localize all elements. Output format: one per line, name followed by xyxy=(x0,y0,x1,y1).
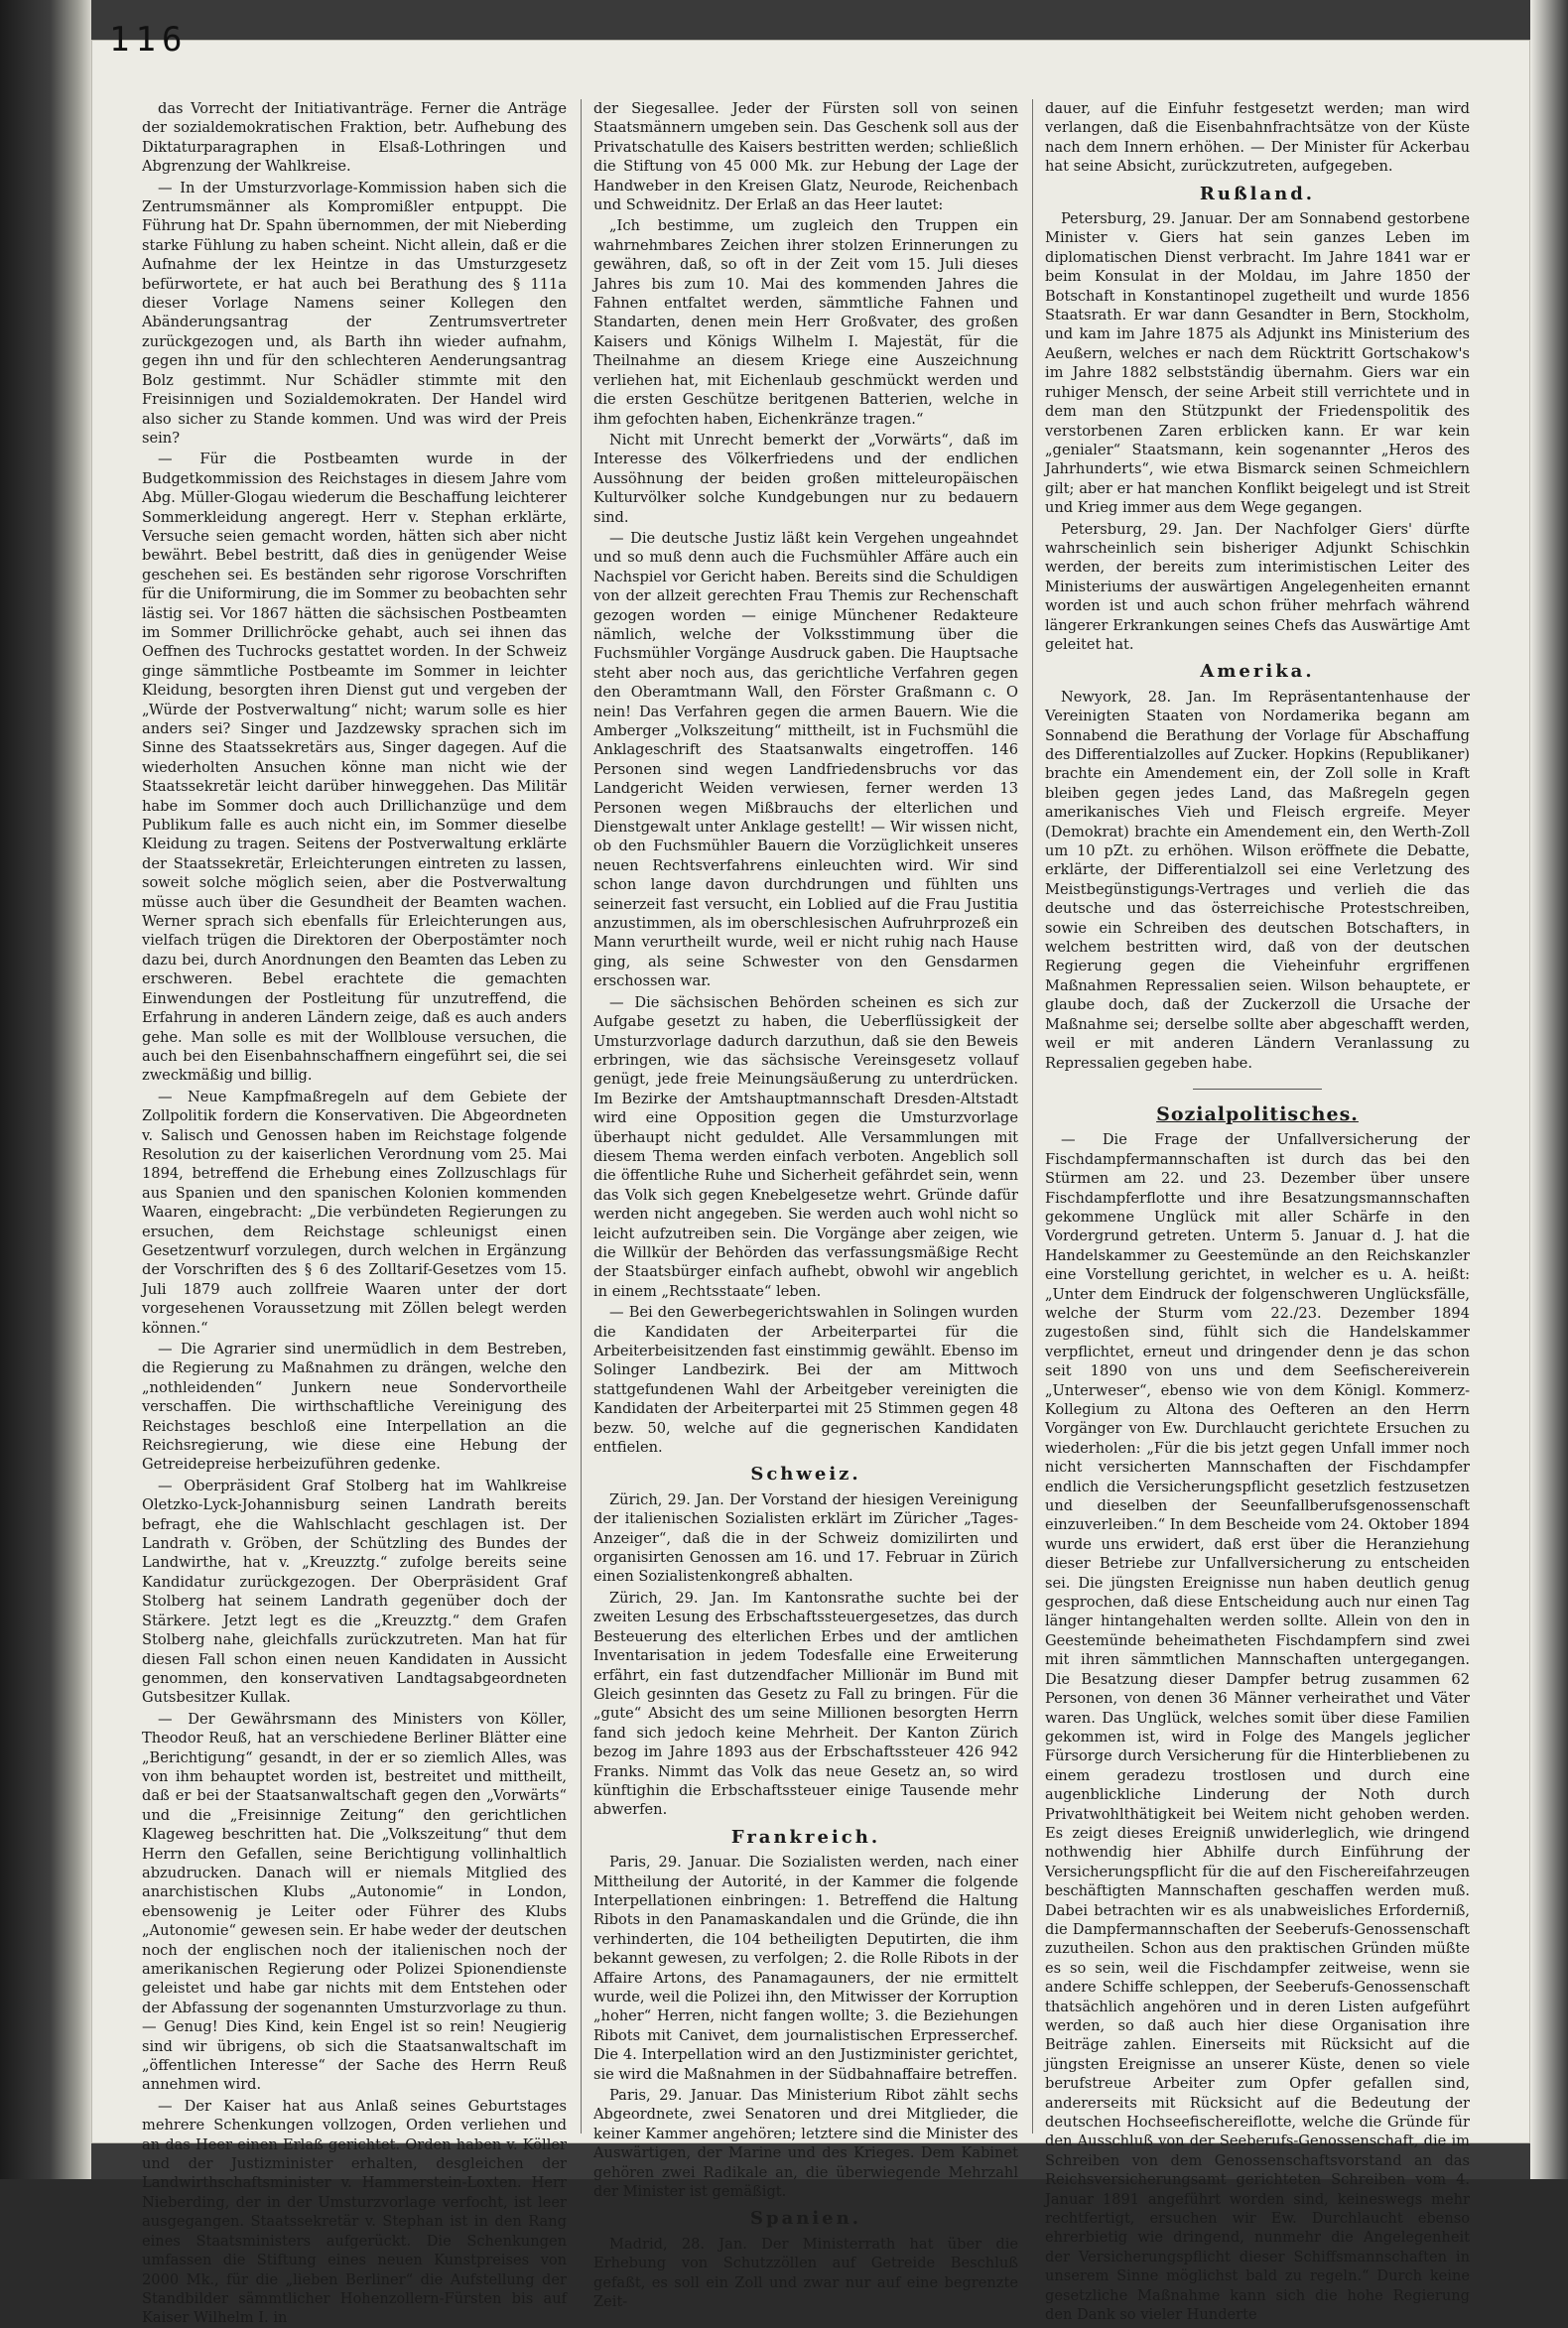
article-paragraph: — Bei den Gewerbegerichtswahlen in Solingen wurden die Kandidaten der Arbeiterpartei für die Arbeiterbeisitzenden fast einstimmig gewählt. Ebenso im Solinger Landbezirk. Bei der am Mittwoch stattgefundenen Wahl der Arbeitgeber vereinigten die Kandidaten der Arbeiterpartei mit 25 Stimmen gegen 48 bezw. 50, welche auf die gegnerischen Kandidaten entfielen. xyxy=(593,1304,1018,1457)
section-divider xyxy=(1193,1089,1322,1090)
article-paragraph: — Der Gewährsmann des Ministers von Köller, Theodor Reuß, hat an verschiedene Berliner Blätter eine „Berichtigung“ gesandt, in der er so ziemlich Alles, was von ihm behauptet worden ist, bestreitet und mittheilt, daß er bei der Staatsanwaltschaft gegen den „Vorwärts“ und die „Freisinnige Zeitung“ den gerichtlichen Klageweg beschritten hat. Die „Volkszeitung“ thut dem Herrn den Gefallen, seine Berichtigung vollinhaltlich abzudrucken. Danach will er niemals Mitglied des anarchistischen Klubs „Autonomie“ in London, ebensowenig je Leiter oder Führer des Klubs „Autonomie“ gewesen sein. Er habe weder der deutschen noch der englischen noch der italienischen noch der amerikanischen Regierung oder Polizei Spionendienste geleistet und habe gar nichts mit dem Entstehen oder der Abfassung der sogenannten Umsturzvorlage zu thun. — Genug! Dies Kind, kein Engel ist so rein! Neugierig sind wir übrigens, ob sich die Staatsanwaltschaft im „öffentlichen Interesse“ der Sache des Herrn Reuß annehmen wird. xyxy=(142,1710,567,2094)
section-heading: Schweiz. xyxy=(750,1464,861,1486)
article-paragraph: Petersburg, 29. Jan. Der Nachfolger Giers' dürfte wahrscheinlich sein bisheriger Adjunkt Schischkin werden, der bereits zum interimistischen Leiter des Ministeriums der auswärtigen Angelegenheiten ernannt worden ist und auch schon früher mehrfach während längerer Erkrankungen seines Chefs das Auswärtige Amt geleitet hat. xyxy=(1045,520,1470,653)
section-heading: Sozialpolitisches. xyxy=(1156,1102,1359,1125)
article-paragraph: — Die sächsischen Behörden scheinen es sich zur Aufgabe gesetzt zu haben, die Ueberflüssigkeit der Umsturzvorlage dadurch darzuthun, daß sie den Beweis erbringen, wie das sächsische Vereinsgesetz vollauf genügt, jede freie Meinungsäußerung zu unterdrücken. Im Bezirke der Amtshauptmannschaft Dresden-Altstadt wird eine Opposition gegen die Umsturzvorlage überhaupt nicht geduldet. Alle Versammlungen mit diesem Thema werden einfach verboten. Angeblich soll die öffentliche Ruhe und Sicherheit gefährdet sein, wenn das Volk sich gegen Knebelgesetze wehrt. Gründe dafür werden nicht angegeben. Sie werden auch wohl nicht so leicht aufzutreiben sein. Die Vorgänge aber zeigen, wie die Willkür der Behörden das verfassungsmäßige Recht der Staatsbürger einfach aufhebt, obwohl wir angeblich in einem „Rechtsstaate“ leben. xyxy=(593,993,1018,1300)
column-1 xyxy=(142,99,567,2327)
column-3 xyxy=(1045,99,1470,2324)
article-paragraph: Zürich, 29. Jan. Der Vorstand der hiesigen Vereinigung der italienischen Sozialisten erklärt im Züricher „Tages-Anzeiger“, daß die in der Schweiz domizilirten und organisirten Genossen am 16. und 17. Februar in Zürich einen Sozialistenkongreß abhalten. xyxy=(593,1490,1018,1586)
article-paragraph: Petersburg, 29. Januar. Der am Sonnabend gestorbene Minister v. Giers hat sein ganzes Leben im diplomatischen Dienst verbracht. Im Jahre 1841 war er beim Konsulat in der Moldau, im Jahre 1850 der Botschaft in Konstantinopel zugetheilt und wurde 1856 Staatsrath. Er war dann Gesandter in Bern, Stockholm, und kam im Jahre 1875 als Adjunkt ins Ministerium des Aeußern, welches er nach dem Rücktritt Gortschakow's im Jahre 1882 selbstständig übernahm. Giers war ein ruhiger Mensch, der seine Arbeit still verrichtete und in dem man den Stützpunkt der Friedenspolitik des verstorbenen Zaren erblicken kann. Er war kein „genialer“ Staatsmann, kein sogenannter „Heros des Jahrhunderts“, wie etwa Bismarck seinen Schmeichlern gilt; aber er hat manchen Konflikt beigelegt und ist Streit und Krieg immer aus dem Wege gegangen. xyxy=(1045,210,1470,517)
article-paragraph: — Für die Postbeamten wurde in der Budgetkommission des Reichstages in diesem Jahre vom Abg. Müller-Glogau wiederum die Beschaffung leichterer Sommerkleidung angeregt. Herr v. Stephan erklärte, Versuche seien gemacht worden, hätten sich aber nicht bewährt. Bebel bestritt, daß dies in genügender Weise geschehen sei. Es beständen sehr rigorose Vorschriften für die Uniformirung, die im Sommer zu beobachten sehr lästig sei. Vor 1867 hätten die sächsischen Postbeamten im Sommer Drillichröcke gehabt, auch sei ihnen das Oeffnen des Tuchrocks gestattet worden. In der Schweiz ginge sämmtliche Postbeamte im Sommer in leichter Kleidung, besorgten ihren Dienst gut und vergeben der „Würde der Postverwaltung“ nicht; warum solle es hier anders sei? Singer und Jazdzewsky sprachen sich im Sinne des Staatssekretärs aus, Singer dagegen. Auf die wiederholten Ansuchen könne man nicht wie der Staatssekretär leicht darüber hinweggehen. Das Militär habe im Sommer doch auch Drillichanzüge und dem Publikum falle es auch nicht ein, im Sommer dieselbe Kleidung zu tragen. Seitens der Postverwaltung erklärte der Staatssekretär, Erleichterungen eintreten zu lassen, soweit solche möglich seien, aber die Postverwaltung müsse auch über die Gesundheit der Beamten wachen. Werner sprach sich ebenfalls für Erleichterungen aus, vielfach trügen die Direktoren der Oberpostämter noch dazu bei, durch Anordnungen den Beamten das Leben zu erschweren. Bebel erachtete die gemachten Einwendungen der Postleitung für unzutreffend, die Erfahrung in anderen Ländern zeige, daß es auch anders gehe. Man solle es mit der Wollblouse versuchen, die auch bei den Eisenbahnschaffnern eingeführt sei, die sei zweckmäßig und billig. xyxy=(142,451,567,1085)
section-heading: Frankreich. xyxy=(730,1826,881,1848)
article-paragraph: — Neue Kampfmaßregeln auf dem Gebiete der Zollpolitik fordern die Konservativen. Die Abgeordneten v. Salisch und Genossen haben im Reichstage folgende Resolution zu der kaiserlichen Verordnung vom 25. Mai 1894, betreffend die Erhebung eines Zollzuschlags für aus Spanien und den spanischen Kolonien kommenden Waaren, eingebracht: „Die verbündeten Regierungen zu ersuchen, dem Reichstage schleunigst einen Gesetzentwurf vorzulegen, durch welchen in Ergänzung der Vorschriften des § 6 des Zolltarif-Gesetzes vom 15. Juli 1879 auch zollfreie Waaren unter der dort vorgesehenen Voraussetzung mit Zöllen belegt werden können.“ xyxy=(142,1088,567,1337)
article-paragraph: dauer, auf die Einfuhr festgesetzt werden; man wird verlangen, daß die Eisenbahnfrachtsätze von der Küste nach dem Innern erhöhen. — Der Minister für Ackerbau hat seine Absicht, zurückzutreten, aufgegeben. xyxy=(1045,100,1470,176)
article-paragraph: „Ich bestimme, um zugleich den Truppen ein wahrnehmbares Zeichen ihrer stolzen Erinnerungen zu gewähren, daß, so oft in der Zeit vom 15. Juli dieses Jahres bis zum 10. Mai des kommenden Jahres die Fahnen entfaltet werden, sämmtliche Fahnen und Standarten, denen mein Herr Großvater, des großen Kaisers und Königs Wilhelm I. Majestät, für die Theilnahme an diesem Kriege eine Auszeichnung verliehen hat, mit Eichenlaub geschmückt werden und die ersten Geschütze beritgenen Batterien, welche in ihm gefochten haben, Eichenkränze tragen.“ xyxy=(593,217,1018,428)
article-paragraph: Madrid, 28. Jan. Der Ministerrath hat über die Erhebung von Schutzzöllen auf Getreide Beschluß gefaßt, es soll ein Zoll und zwar nur auf eine begrenzte Zeit- xyxy=(593,2235,1018,2311)
column-2 xyxy=(593,99,1018,2311)
article-paragraph: der Siegesallee. Jeder der Fürsten soll von seinen Staatsmännern umgeben sein. Das Geschenk soll aus der Privatschatulle des Kaisers bestritten werden; schließlich die Stiftung von 45 000 Mk. zur Hebung der Lage der Handweber in den Kreisen Glatz, Neurode, Reichenbach und Schweidnitz. Der Erlaß an das Heer lautet: xyxy=(593,100,1018,214)
section-heading: Amerika. xyxy=(1200,661,1315,683)
article-paragraph: Zürich, 29. Jan. Im Kantonsrathe suchte bei der zweiten Lesung des Erbschaftssteuergesetzes, das durch Besteuerung des elterlichen Erbes und der amtlichen Inventarisation in jedem Todesfalle eine Erweiterung erfährt, ein fast dutzendfacher Millionär im Bund mit Gleich gesinnten das Gesetz zu Fall zu bringen. Für die „gute“ Absicht des um seine Millionen besorgten Herrn fand sich jedoch keine Mehrheit. Der Kanton Zürich bezog im Jahre 1893 aus der Erbschaftssteuer 426 942 Franks. Nimmt das Volk das neue Gesetz an, so wird künftighin die Erbschaftssteuer einige Tausende mehr abwerfen. xyxy=(593,1589,1018,1819)
book-binding xyxy=(0,0,91,2179)
column-rule xyxy=(581,99,582,2134)
article-paragraph: — Der Kaiser hat aus Anlaß seines Geburtstages mehrere Schenkungen vollzogen, Orden verliehen und an das Heer einen Erlaß gerichtet. Orden haben v. Köller und der Justizminister erhalten, desgleichen der Landwirthschaftsminister v. Hammerstein-Loxten. Herr Nieberding, der in der Umsturzvorlage verfocht, ist leer ausgegangen. Staatssekretär v. Stephan ist in den Rang eines Staatsministers aufgerückt. Die Schenkungen umfassen die Stiftung eines neuen Kunstpreises von 2000 Mk., für die „lieben Berliner“ die Aufstellung der Standbilder sämmtlicher Hohenzollern-Fürsten bis auf Kaiser Wilhelm I. in xyxy=(142,2097,567,2327)
page-edge xyxy=(1530,0,1568,2179)
article-paragraph: — Oberpräsident Graf Stolberg hat im Wahlkreise Oletzko-Lyck-Johannisburg seinen Landrath bereits befragt, ehe die Wahlschlacht geschlagen ist. Der Landrath v. Gröben, der Schützling des Bundes der Landwirthe, hat v. „Kreuzztg.“ zufolge bereits seine Kandidatur zurückgezogen. Der Oberpräsident Graf Stolberg hat seinem Landrath gegenüber doch der Stärkere. Jetzt legt es die „Kreuzztg.“ dem Grafen Stolberg nahe, gleichfalls zurückzutreten. Man hat für diesen Fall schon einen neuen Kandidaten in Aussicht genommen, den konservativen Landtagsabgeordneten Gutsbesitzer Kullak. xyxy=(142,1477,567,1707)
article-paragraph: das Vorrecht der Initiativanträge. Ferner die Anträge der sozialdemokratischen Fraktion, betr. Aufhebung des Diktaturparagraphen in Elsaß-Lothringen und Abgrenzung der Wahlkreise. xyxy=(142,100,567,176)
text-columns xyxy=(142,99,1470,2327)
article-paragraph: Newyork, 28. Jan. Im Repräsentantenhause der Vereinigten Staaten von Nordamerika begann am Sonnabend die Berathung der Vorlage für Abschaffung des Differentialzolles auf Zucker. Hopkins (Republikaner) brachte ein Amendement ein, der Zoll solle in Kraft bleiben gegen jedes Land, das Maßregeln gegen amerikanisches Vieh und Fleisch ergreife. Meyer (Demokrat) brachte ein Amendement ein, den Werth-Zoll um 10 pZt. zu erhöhen. Wilson eröffnete die Debatte, erklärte, der Differentialzoll sei eine Verletzung des Meistbegünstigungs-Vertrages und verlieh die das deutsche und das österreichische Protestschreiben, sowie ein Schreiben des deutschen Botschafters, in welchem bestritten wird, daß von der deutschen Regierung gegen die Vieheinfuhr ergriffenen Maßnahmen Repressalien seien. Wilson behauptete, er glaube doch, daß der Zuckerzoll die Ursache der Maßnahme sei; derselbe sollte aber abgeschafft werden, weil er mit anderen Ländern Veranlassung zu Repressalien gegeben habe. xyxy=(1045,688,1470,1072)
column-rule xyxy=(1032,99,1033,2134)
article-paragraph: — Die deutsche Justiz läßt kein Vergehen ungeahndet und so muß denn auch die Fuchsmühler Affäre auch ein Nachspiel vor Gericht haben. Bereits sind die Schuldigen von der allzeit gerechten Frau Themis zur Rechenschaft gezogen worden — einige Münchener Redakteure nämlich, welche der Volksstimmung über die Fuchsmühler Vorgänge Ausdruck gaben. Die Hauptsache steht aber noch aus, das gerichtliche Verfahren gegen den Oberamtmann Wall, den Förster Graßmann c. O nein! Das Verfahren gegen die armen Bauern. Wie die Amberger „Volkszeitung“ mittheilt, ist in Fuchsmühl die Anklageschrift des Staatsanwalts eingetroffen. 146 Personen sind wegen Landfriedensbruchs vor das Landgericht Weiden verwiesen, ferner werden 13 Personen wegen Mißbrauchs der elterlichen und Dienstgewalt unter Anklage gestellt! — Wir wissen nicht, ob den Fuchsmühler Bauern die Vorzüglichkeit unseres neuen Rechtsverfahrens einleuchten wird. Wir sind schon lange davon durchdrungen und fühlten uns seinerzeit fast versucht, ein Loblied auf die Frau Justitia anzustimmen, als im oberschlesischen Aufruhrprozeß ein Mann verurtheilt wurde, weil er nicht ruhig nach Hause ging, als seine Schwester von den Gensdarmen erschossen war. xyxy=(593,529,1018,990)
article-paragraph: Nicht mit Unrecht bemerkt der „Vorwärts“, daß im Interesse des Völkerfriedens und der endlichen Aussöhnung der beiden großen mitteleuropäischen Kulturvölker solche Kundgebungen nur zu bedauern sind. xyxy=(593,431,1018,526)
article-paragraph: Paris, 29. Januar. Die Sozialisten werden, nach einer Mittheilung der Autorité, in der Kammer die folgende Interpellationen einbringen: 1. Betreffend die Haltung Ribots in den Panamaskandalen und die Gründe, die ihn verhinderten, die 104 betheiligten Deputirten, die ihm bekannt gewesen, zu verfolgen; 2. die Rolle Ribots in der Affaire Artons, des Panamagauners, der nie ermittelt wurde, weil die Polizei ihn, den Mitwisser der Korruption „hoher“ Herren, nicht fangen wollte; 3. die Beziehungen Ribots mit Canivet, dem journalistischen Erpresserchef. Die 4. Interpellation wird an den Justizminister gerichtet, sie wird die Maßnahmen in der Südbahnaffaire betreffen. xyxy=(593,1854,1018,2083)
article-paragraph: — In der Umsturzvorlage-Kommission haben sich die Zentrumsmänner als Kompromißler entpuppt. Die Führung hat Dr. Spahn übernommen, der mit Nieberding starke Fühlung zu haben scheint. Nicht allein, daß er die Aufnahme der lex Heintze in das Umsturzgesetz befürwortete, er hat auch bei Berathung des § 111a dieser Vorlage Namens seiner Kollegen den Abänderungsantrag der Zentrumsvertreter zurückgezogen und, als Barth ihn wieder aufnahm, gegen ihn und für den schlechteren Aenderungsantrag Bolz gestimmt. Nur Schädler stimmte mit den Freisinnigen und Sozialdemokraten. Der Handel wird also sicher zu Stande kommen. Und was wird der Preis sein? xyxy=(142,179,567,447)
article-paragraph: — Die Frage der Unfallversicherung der Fischdampfermannschaften ist durch das bei den Stürmen am 22. und 23. Dezember über unsere Fischdampferflotte und ihre Besatzungsmannschaften gekommene Unglück mit aller Schärfe in den Vordergrund getreten. Unterm 5. Januar d. J. hat die Handelskammer zu Geestemünde an den Reichskanzler eine Vorstellung gerichtet, in welcher es u. A. heißt: „Unter dem Eindruck der folgenschweren Unglücksfälle, welche der Sturm vom 22./23. Dezember 1894 zugestoßen sind, fühlt sich die Handelskammer verpflichtet, erneut und dringender denn je das schon seit 1890 von uns und dem Seefischereiverein „Unterweser“, ebenso wie von dem Königl. Kommerz-Kollegium zu Altona des Oefteren an den Herrn Vorgänger von Ew. Durchlaucht gerichtete Ersuchen zu wiederholen: „Für die bis jetzt gegen Unfall immer noch nicht versicherten Mannschaften der Fischdampfer endlich die Versicherungspflicht gesetzlich festzusetzen und dieselben der Seeunfallberufsgenossenschaft einzuverleiben.“ In dem Bescheide vom 24. Oktober 1894 wurde uns erwidert, daß erst über die Heranziehung dieser Betriebe zur Unfallversicherung zu entscheiden sei. Die jüngsten Ereignisse nun haben deutlich genug gesprochen, daß diese Entscheidung auch nur einen Tag länger hintangehalten werden sollte. Allein von den in Geestemünde beheimatheten Fischdampfern sind zwei mit ihren sämmtlichen Mannschaften untergegangen. Die Besatzung dieser Dampfer betrug zusammen 62 Personen, von denen 36 Männer verheirathet und Väter waren. Das Unglück, welches somit über diese Familien gekommen ist, wird in Folge des Mangels jeglicher Fürsorge durch Versicherung für die Hinterbliebenen zu einem geradezu trostlosen und durch eine augenblickliche Linderung der Noth durch Privatwohlthätigkeit bei Weitem nicht gehoben werden. Es zeigt dieses Ereigniß unwiderleglich, wie dringend nothwendig hier Abhilfe durch Einführung der Versicherungspflicht für die auf den Fischereifahrzeugen beschäftigten Mannschaften geschaffen werden muß. Dabei betrachten wir es als unabweisliches Erforderniß, die Dampfermannschaften der Seeberufs-Genossenschaft zuzutheilen. Schon aus den praktischen Gründen müßte es so sein, weil die Fischdampfer zeitweise, wenn sie andere Schiffe schleppen, der Seeberufs-Genossenschaft thatsächlich angehören und in deren Listen aufgeführt werden, so daß auch hier diese Organisation ihre Beiträge zahlen. Einerseits mit Rücksicht auf die jüngsten Ereignisse an unserer Küste, denen so viele berufstreue Arbeiter zum Opfer gefallen sind, andererseits mit Rücksicht auf die Bedeutung der deutschen Hochseefischereiflotte, welche die Gründe für den Ausschluß von der Seeberufs-Genossenschaft, die im Schreiben von dem Genossenschaftsvorstand an das Reichsversicherungsamt gerichteten Schreiben vom 4. Januar 1891 angeführt worden sind, keineswegs mehr rechtfertigt, ersuchen wir Ew. Durchlaucht ebenso ehrerbietig wie dringend, nunmehr die Angelegenheit der Versicherungspflicht dieser Schiffsmannschaften in unserem Sinne möglichst bald zu regeln.“ Durch keine gesetzliche Maßnahme kann sich die hohe Regierung den Dank so vieler Hunderte xyxy=(1045,1131,1470,2324)
section-heading: Spanien. xyxy=(750,2208,861,2230)
section-heading: Rußland. xyxy=(1199,183,1316,204)
article-paragraph: — Die Agrarier sind unermüdlich in dem Bestreben, die Regierung zu Maßnahmen zu drängen, welche den „nothleidenden“ Junkern neue Sondervortheile verschaffen. Die wirthschaftliche Vereinigung des Reichstages beschloß eine Interpellation an die Reichsregierung, wie diese eine Hebung der Getreidepreise herbeizuführen gedenke. xyxy=(142,1341,567,1474)
article-paragraph: Paris, 29. Januar. Das Ministerium Ribot zählt sechs Abgeordnete, zwei Senatoren und drei Mitglieder, die keiner Kammer angehören; letztere sind die Minister des Auswärtigen, der Marine und des Krieges. Dem Kabinet gehören zwei Radikale an, die überwiegende Mehrzahl der Minister ist gemäßigt. xyxy=(593,2087,1018,2201)
page-number: 116 xyxy=(109,20,189,60)
